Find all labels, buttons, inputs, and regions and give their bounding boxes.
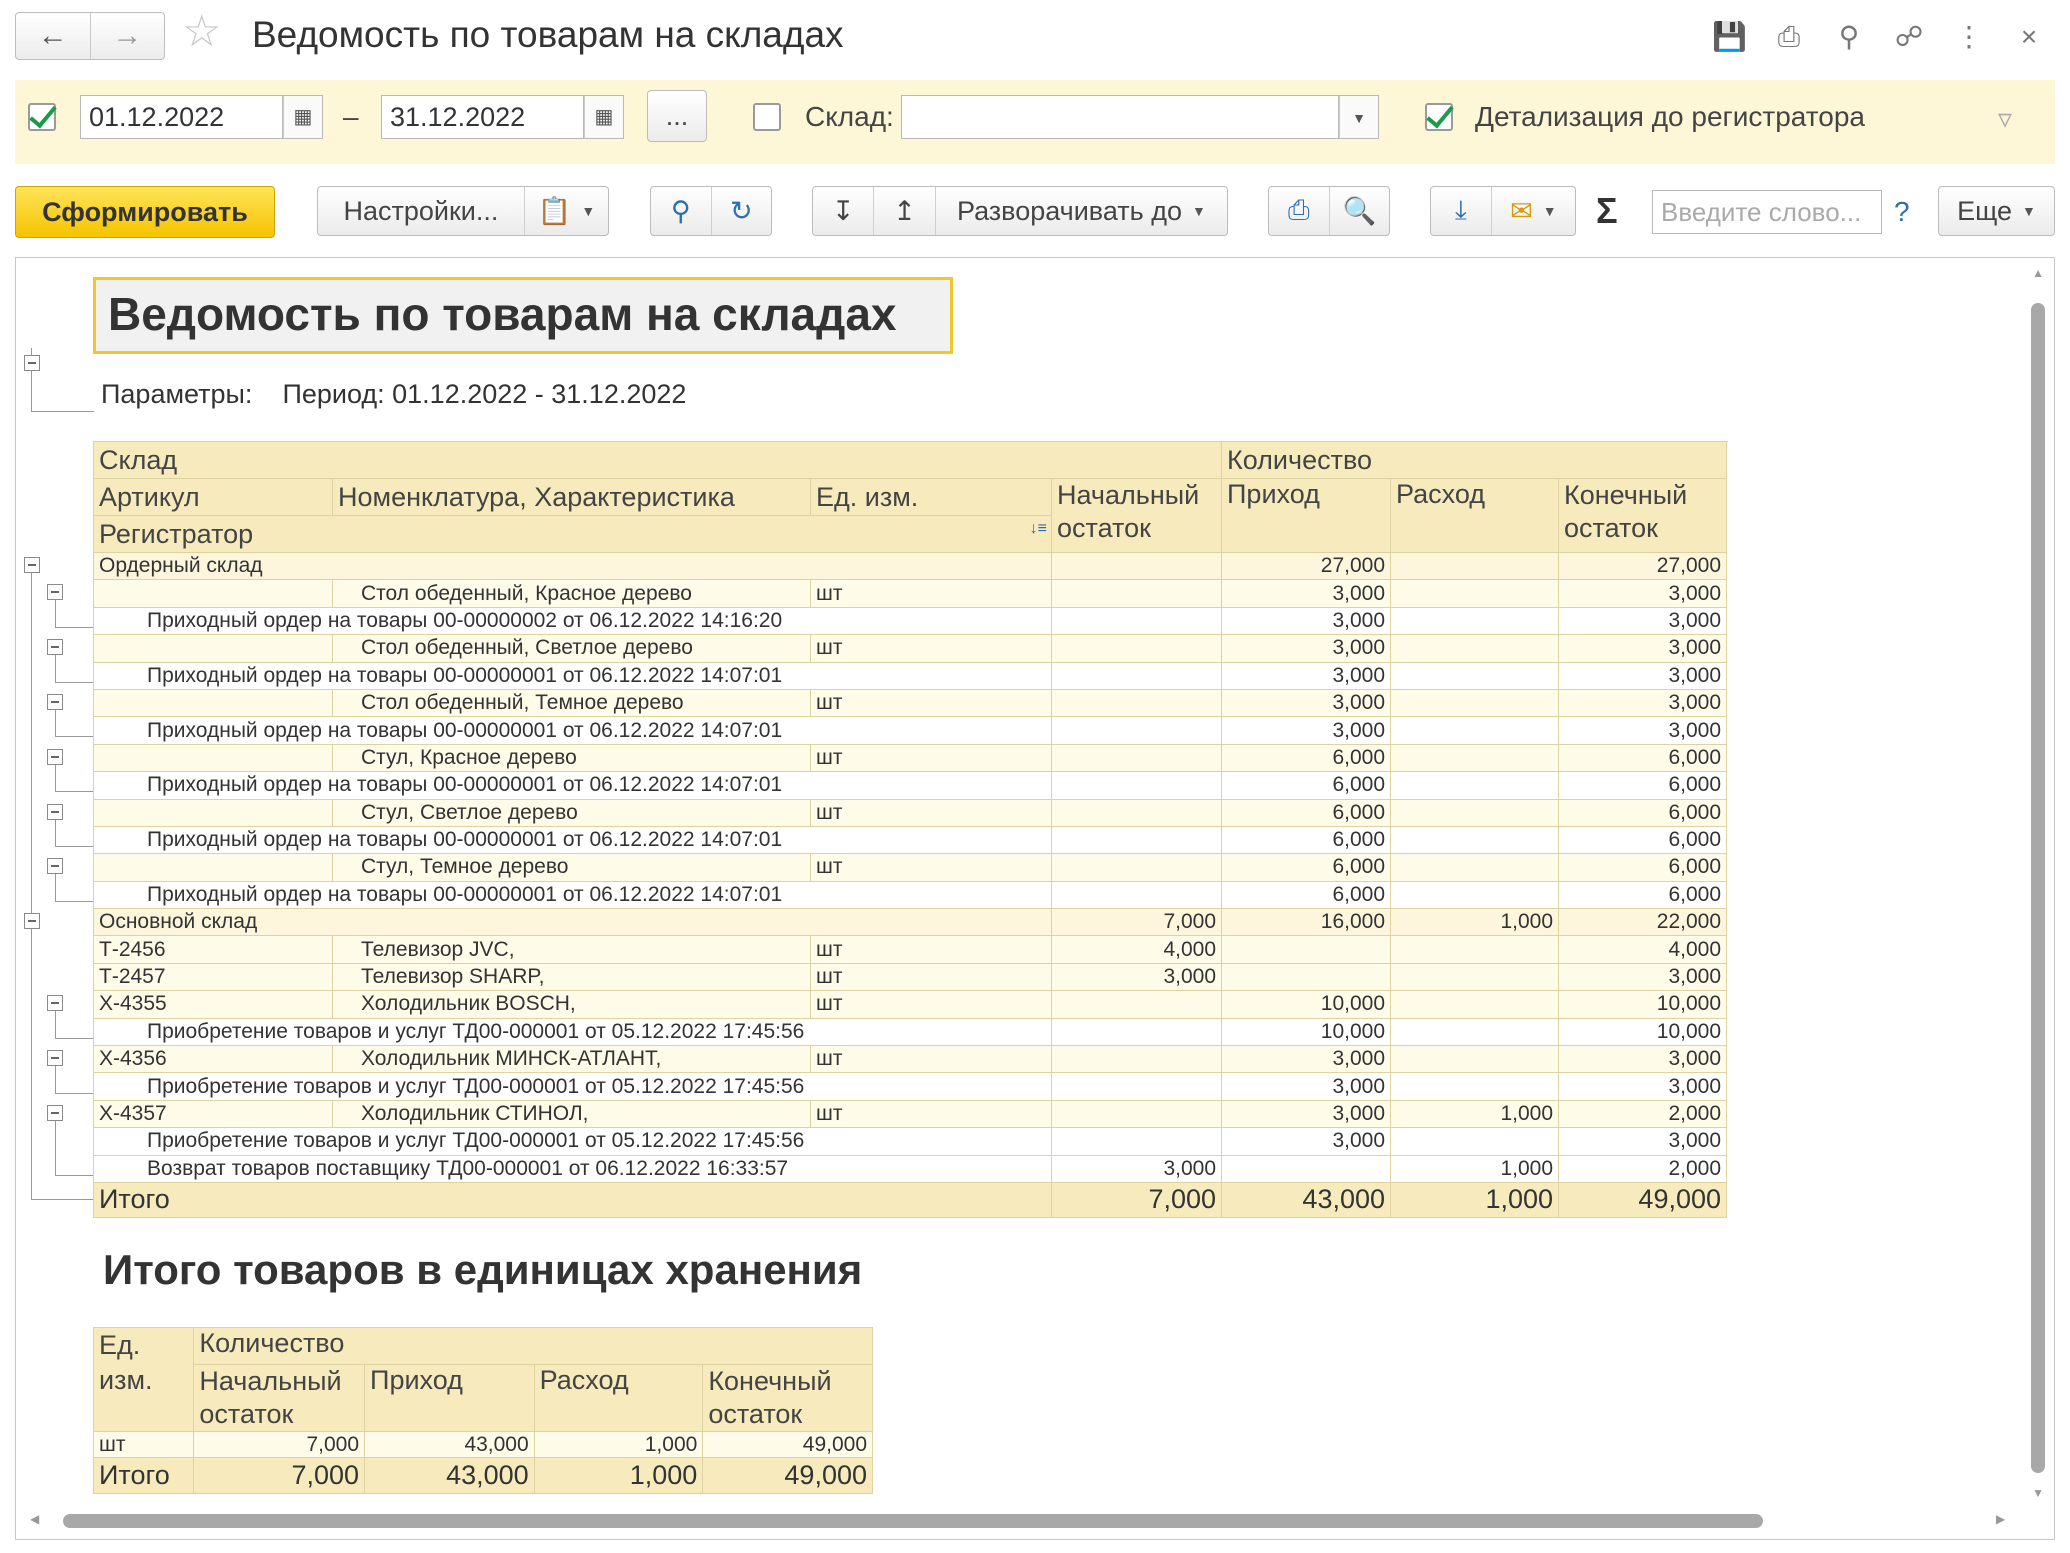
opening-cell <box>1052 580 1222 607</box>
expense-cell <box>1391 635 1559 662</box>
printer-icon: ⎙ <box>1287 195 1310 225</box>
expense-cell <box>1391 881 1559 908</box>
expense-cell <box>1391 553 1559 580</box>
summary-title: Итого товаров в единицах хранения <box>103 1246 863 1293</box>
search-input[interactable]: Введите слово... <box>1652 190 1882 234</box>
total-expense: 1,000 <box>1391 1182 1559 1217</box>
item-row[interactable] <box>94 580 1727 607</box>
total-income: 43,000 <box>1222 1182 1391 1217</box>
registrar-row[interactable] <box>94 662 1727 689</box>
summary-header-quantity: Количество <box>194 1328 873 1365</box>
collapse-item-icon[interactable] <box>47 804 63 820</box>
opening-cell: 3,000 <box>1052 963 1222 990</box>
income-cell: 16,000 <box>1222 909 1391 936</box>
item-row[interactable] <box>94 799 1727 826</box>
income-cell <box>1222 1155 1391 1182</box>
article-cell: Х-4357 <box>94 1100 333 1127</box>
report-variants-icon: 📋 <box>537 196 572 226</box>
income-cell: 10,000 <box>1222 1018 1391 1045</box>
opening-cell <box>1052 826 1222 853</box>
collapse-item-icon[interactable] <box>47 1050 63 1066</box>
income-cell: 6,000 <box>1222 744 1391 771</box>
print-icon[interactable]: ⎙ <box>1777 21 1801 52</box>
summary-header-unit: Ед. изм. <box>94 1328 194 1432</box>
tree-line <box>55 820 94 847</box>
article-cell <box>94 854 333 881</box>
more-vertical-icon[interactable]: ⋮ <box>1955 21 1983 52</box>
date-dash: – <box>343 101 359 132</box>
article-cell: Х-4355 <box>94 991 333 1018</box>
closing-cell: 3,000 <box>1559 689 1727 716</box>
group-name: Ордерный склад <box>94 553 1052 580</box>
params-value: Период: 01.12.2022 - 31.12.2022 <box>282 379 687 409</box>
closing-cell: 3,000 <box>1559 717 1727 744</box>
export-group <box>1430 186 1576 236</box>
opening-cell <box>1052 1100 1222 1127</box>
sort-icon[interactable]: ↓≡ <box>1029 520 1047 537</box>
collapse-item-icon[interactable] <box>47 1105 63 1121</box>
nomenclature-cell: Телевизор JVC, <box>333 936 811 963</box>
registrar-cell: Приобретение товаров и услуг ТД00-000001 от 05.12.2022 17:45:56 <box>94 1073 1052 1100</box>
expense-cell: 1,000 <box>1391 1155 1559 1182</box>
generate-button[interactable]: Сформировать <box>15 186 275 238</box>
summary-total-closing: 49,000 <box>703 1458 873 1494</box>
tree-line <box>31 563 32 1199</box>
tree-line <box>55 874 94 901</box>
article-cell <box>94 689 333 716</box>
income-cell <box>1222 936 1391 963</box>
nomenclature-cell: Стул, Светлое дерево <box>333 799 811 826</box>
closing-cell: 6,000 <box>1559 772 1727 799</box>
tree-line <box>55 1121 94 1176</box>
filter-icon[interactable]: ▿ <box>1998 103 2013 134</box>
income-cell: 3,000 <box>1222 1100 1391 1127</box>
scroll-up-icon[interactable]: ▲ <box>2032 266 2044 280</box>
registrar-cell: Приходный ордер на товары 00-00000002 от 06.12.2022 14:16:20 <box>94 607 1052 634</box>
registrar-row[interactable] <box>94 881 1727 908</box>
link-icon[interactable]: ☍ <box>1894 21 1924 52</box>
expense-cell <box>1391 662 1559 689</box>
unit-cell: шт <box>811 854 1052 881</box>
chevron-down-icon: ▼ <box>1352 110 1366 126</box>
summary-header-closing: Конечный остаток <box>703 1365 873 1432</box>
report-area <box>15 257 2055 1540</box>
collapse-rows-icon: ↥ <box>893 195 916 226</box>
tree-line <box>55 600 94 627</box>
opening-cell <box>1052 1018 1222 1045</box>
registrar-row[interactable] <box>94 607 1727 634</box>
closing-cell: 2,000 <box>1559 1155 1727 1182</box>
closing-cell: 3,000 <box>1559 1073 1727 1100</box>
item-row[interactable] <box>94 689 1727 716</box>
tree-line <box>55 765 94 792</box>
opening-cell <box>1052 772 1222 799</box>
summary-expense: 1,000 <box>534 1432 703 1458</box>
income-cell: 3,000 <box>1222 1046 1391 1073</box>
expense-cell <box>1391 854 1559 881</box>
group-row[interactable] <box>94 909 1727 936</box>
closing-cell: 6,000 <box>1559 744 1727 771</box>
summary-total-label: Итого <box>94 1458 194 1494</box>
variants-button[interactable]: 📋 ▼ <box>524 187 608 235</box>
opening-cell <box>1052 717 1222 744</box>
header-income: Приход <box>1222 479 1391 553</box>
registrar-label: Регистратор <box>99 518 254 549</box>
expense-cell <box>1391 826 1559 853</box>
nomenclature-cell: Стул, Темное дерево <box>333 854 811 881</box>
expense-cell <box>1391 717 1559 744</box>
tree-line <box>55 710 94 737</box>
header-nomenclature: Номенклатура, Характеристика <box>333 479 811 516</box>
date-from-input[interactable]: 01.12.2022 <box>80 95 283 139</box>
closing-cell: 27,000 <box>1559 553 1727 580</box>
sum-icon[interactable]: Σ <box>1596 190 1618 231</box>
article-cell <box>94 635 333 662</box>
registrar-cell: Приходный ордер на товары 00-00000001 от 06.12.2022 14:07:01 <box>94 772 1052 799</box>
income-cell: 3,000 <box>1222 1128 1391 1155</box>
unit-cell: шт <box>811 580 1052 607</box>
search-next-button[interactable] <box>711 187 772 235</box>
opening-cell: 3,000 <box>1052 1155 1222 1182</box>
header-registrar <box>94 516 1052 553</box>
opening-cell <box>1052 607 1222 634</box>
income-cell: 6,000 <box>1222 854 1391 881</box>
opening-cell <box>1052 799 1222 826</box>
opening-cell: 4,000 <box>1052 936 1222 963</box>
warehouse-label: Склад: <box>805 101 894 132</box>
collapse-item-icon[interactable] <box>47 694 63 710</box>
horizontal-scrollbar[interactable] <box>63 1514 1763 1528</box>
closing-cell: 10,000 <box>1559 991 1727 1018</box>
expense-cell <box>1391 936 1559 963</box>
nomenclature-cell: Холодильник МИНСК-АТЛАНТ, <box>333 1046 811 1073</box>
nav-buttons <box>15 12 165 60</box>
registrar-cell: Приходный ордер на товары 00-00000001 от 06.12.2022 14:07:01 <box>94 717 1052 744</box>
registrar-cell: Приобретение товаров и услуг ТД00-000001 от 05.12.2022 17:45:56 <box>94 1128 1052 1155</box>
registrar-cell: Приходный ордер на товары 00-00000001 от 06.12.2022 14:07:01 <box>94 662 1052 689</box>
registrar-row[interactable] <box>94 1018 1727 1045</box>
header-unit: Ед. изм. <box>811 479 1052 516</box>
search-icon: ⚲ <box>670 195 691 226</box>
opening-cell <box>1052 689 1222 716</box>
opening-cell <box>1052 635 1222 662</box>
header-article: Артикул <box>94 479 333 516</box>
closing-cell: 3,000 <box>1559 1128 1727 1155</box>
params-label: Параметры: <box>101 379 253 409</box>
save-file-button[interactable] <box>1431 187 1491 235</box>
arrow-right-icon: → <box>112 19 143 52</box>
search-button[interactable] <box>651 187 711 235</box>
article-cell: Т-2457 <box>94 963 333 990</box>
header-expense: Расход <box>1391 479 1559 553</box>
warehouse-checkbox[interactable] <box>753 103 781 131</box>
total-closing: 49,000 <box>1559 1182 1727 1217</box>
collapse-group-icon[interactable] <box>24 557 40 573</box>
header-opening: Начальный остаток <box>1052 479 1222 553</box>
unit-cell: шт <box>811 635 1052 662</box>
item-row[interactable] <box>94 635 1727 662</box>
search-group <box>650 186 772 236</box>
group-row[interactable] <box>94 553 1727 580</box>
calendar-from-button[interactable] <box>283 95 323 139</box>
print-preview-icon: 🔍 <box>1342 196 1377 226</box>
item-row[interactable] <box>94 991 1727 1018</box>
expand-to-button[interactable]: Разворачивать до ▼ <box>935 187 1227 235</box>
expense-cell <box>1391 689 1559 716</box>
expense-cell <box>1391 1073 1559 1100</box>
registrar-row[interactable] <box>94 1073 1727 1100</box>
article-cell: Т-2456 <box>94 936 333 963</box>
item-row[interactable] <box>94 963 1727 990</box>
summary-unit: шт <box>94 1432 194 1458</box>
closing-cell: 6,000 <box>1559 881 1727 908</box>
registrar-cell: Приходный ордер на товары 00-00000001 от 06.12.2022 14:07:01 <box>94 881 1052 908</box>
tree-line <box>55 1011 94 1038</box>
detail-checkbox[interactable] <box>1425 103 1453 131</box>
nomenclature-cell: Стол обеденный, Темное дерево <box>333 689 811 716</box>
closing-cell: 6,000 <box>1559 854 1727 881</box>
item-row[interactable] <box>94 1100 1727 1127</box>
income-cell: 3,000 <box>1222 580 1391 607</box>
closing-cell: 3,000 <box>1559 662 1727 689</box>
registrar-row[interactable] <box>94 1128 1727 1155</box>
expense-cell: 1,000 <box>1391 909 1559 936</box>
summary-closing: 49,000 <box>703 1432 873 1458</box>
nomenclature-cell: Стол обеденный, Светлое дерево <box>333 635 811 662</box>
summary-income: 43,000 <box>365 1432 535 1458</box>
warehouse-input[interactable] <box>901 95 1339 139</box>
opening-cell <box>1052 991 1222 1018</box>
expand-rows-icon: ↧ <box>831 195 855 226</box>
registrar-cell: Возврат товаров поставщику ТД00-000001 от 06.12.2022 16:33:57 <box>94 1155 1052 1182</box>
income-cell: 27,000 <box>1222 553 1391 580</box>
window-title: Ведомость по товарам на складах <box>252 14 844 55</box>
summary-total-income: 43,000 <box>365 1458 535 1494</box>
summary-header-income: Приход <box>365 1365 535 1432</box>
income-cell: 3,000 <box>1222 607 1391 634</box>
header-closing: Конечный остаток <box>1559 479 1727 553</box>
closing-cell: 22,000 <box>1559 909 1727 936</box>
collapse-all-button[interactable] <box>873 187 934 235</box>
summary-header-expense: Расход <box>534 1365 703 1432</box>
unit-cell: шт <box>811 1046 1052 1073</box>
preview-icon[interactable]: ⚲ <box>1838 21 1860 52</box>
registrar-row[interactable] <box>94 772 1727 799</box>
settings-group <box>317 186 609 236</box>
income-cell: 6,000 <box>1222 826 1391 853</box>
registrar-cell: Приходный ордер на товары 00-00000001 от 06.12.2022 14:07:01 <box>94 826 1052 853</box>
collapse-params-icon[interactable] <box>24 355 40 371</box>
expense-cell: 1,000 <box>1391 1100 1559 1127</box>
save-icon[interactable]: 💾 <box>1712 21 1747 52</box>
closing-cell: 3,000 <box>1559 963 1727 990</box>
registrar-row[interactable] <box>94 826 1727 853</box>
nomenclature-cell: Стул, Красное дерево <box>333 744 811 771</box>
opening-cell <box>1052 744 1222 771</box>
unit-cell: шт <box>811 689 1052 716</box>
item-row[interactable] <box>94 854 1727 881</box>
income-cell: 3,000 <box>1222 1073 1391 1100</box>
total-opening: 7,000 <box>1052 1182 1222 1217</box>
closing-cell: 3,000 <box>1559 607 1727 634</box>
closing-cell: 10,000 <box>1559 1018 1727 1045</box>
detail-label: Детализация до регистратора <box>1475 101 1865 132</box>
item-row[interactable] <box>94 1046 1727 1073</box>
settings-button[interactable]: Настройки... <box>343 195 499 226</box>
collapse-item-icon[interactable] <box>47 995 63 1011</box>
opening-cell <box>1052 553 1222 580</box>
registrar-row[interactable] <box>94 717 1727 744</box>
opening-cell <box>1052 881 1222 908</box>
summary-header-opening: Начальный остаток <box>194 1365 365 1432</box>
tree-line <box>55 1066 94 1093</box>
expense-cell <box>1391 607 1559 634</box>
registrar-row[interactable] <box>94 1155 1727 1182</box>
expense-cell <box>1391 1046 1559 1073</box>
period-checkbox[interactable] <box>28 103 56 131</box>
collapse-group-icon[interactable] <box>24 913 40 929</box>
income-cell: 3,000 <box>1222 662 1391 689</box>
email-button[interactable]: ✉ ▼ <box>1491 187 1575 235</box>
unit-cell: шт <box>811 1100 1052 1127</box>
opening-cell: 7,000 <box>1052 909 1222 936</box>
grouping-group <box>812 186 1228 236</box>
item-row[interactable] <box>94 744 1727 771</box>
collapse-item-icon[interactable] <box>47 749 63 765</box>
summary-opening: 7,000 <box>194 1432 365 1458</box>
closing-cell: 3,000 <box>1559 1046 1727 1073</box>
summary-total-opening: 7,000 <box>194 1458 365 1494</box>
summary-table <box>93 1327 873 1494</box>
more-button[interactable]: Еще ▼ <box>1938 186 2055 236</box>
help-icon[interactable]: ? <box>1894 196 1910 227</box>
expand-to-label: Разворачивать до <box>956 195 1182 226</box>
unit-cell: шт <box>811 991 1052 1018</box>
total-label: Итого <box>94 1182 1052 1217</box>
scroll-left-icon[interactable]: ◀ <box>30 1512 40 1526</box>
collapse-item-icon[interactable] <box>47 858 63 874</box>
opening-cell <box>1052 854 1222 881</box>
article-cell: Х-4356 <box>94 1046 333 1073</box>
header-quantity: Количество <box>1222 442 1727 479</box>
registrar-cell: Приобретение товаров и услуг ТД00-000001 от 05.12.2022 17:45:56 <box>94 1018 1052 1045</box>
warehouse-dropdown-button[interactable] <box>1339 95 1379 139</box>
income-cell: 6,000 <box>1222 881 1391 908</box>
expense-cell <box>1391 1128 1559 1155</box>
nomenclature-cell: Холодильник BOSCH, <box>333 991 811 1018</box>
expense-cell <box>1391 991 1559 1018</box>
nomenclature-cell: Холодильник СТИНОЛ, <box>333 1100 811 1127</box>
period-select-button[interactable]: ... <box>647 90 707 142</box>
expense-cell <box>1391 580 1559 607</box>
expense-cell <box>1391 772 1559 799</box>
item-row[interactable] <box>94 936 1727 963</box>
income-cell <box>1222 963 1391 990</box>
unit-cell: шт <box>811 963 1052 990</box>
group-name: Основной склад <box>94 909 1052 936</box>
calendar-icon: ▦ <box>293 106 313 128</box>
report-title: Ведомость по товарам на складах <box>93 277 953 354</box>
forward-button[interactable] <box>90 13 165 59</box>
unit-cell: шт <box>811 799 1052 826</box>
nomenclature-cell: Стол обеденный, Красное дерево <box>333 580 811 607</box>
income-cell: 10,000 <box>1222 991 1391 1018</box>
header-warehouse: Склад <box>94 442 1222 479</box>
tree-line <box>31 371 94 412</box>
print-preview-button[interactable] <box>1329 187 1390 235</box>
income-cell: 6,000 <box>1222 772 1391 799</box>
scroll-down-icon[interactable]: ▼ <box>2032 1486 2044 1500</box>
main-report-table <box>93 441 1727 1218</box>
expense-cell <box>1391 1018 1559 1045</box>
closing-cell: 6,000 <box>1559 799 1727 826</box>
collapse-item-icon[interactable] <box>47 639 63 655</box>
unit-cell: шт <box>811 744 1052 771</box>
income-cell: 3,000 <box>1222 717 1391 744</box>
expand-all-button[interactable] <box>813 187 873 235</box>
date-to-input[interactable]: 31.12.2022 <box>381 95 584 139</box>
opening-cell <box>1052 1046 1222 1073</box>
article-cell <box>94 580 333 607</box>
print-group <box>1268 186 1390 236</box>
closing-cell: 4,000 <box>1559 936 1727 963</box>
article-cell <box>94 799 333 826</box>
income-cell: 6,000 <box>1222 799 1391 826</box>
search-refresh-icon: ↻ <box>729 195 753 226</box>
expense-cell <box>1391 799 1559 826</box>
income-cell: 3,000 <box>1222 689 1391 716</box>
calendar-icon: ▦ <box>594 106 614 128</box>
closing-cell: 3,000 <box>1559 635 1727 662</box>
download-icon: ⤓ <box>1454 195 1467 225</box>
nomenclature-cell: Телевизор SHARP, <box>333 963 811 990</box>
opening-cell <box>1052 662 1222 689</box>
unit-cell: шт <box>811 936 1052 963</box>
print-button[interactable] <box>1269 187 1329 235</box>
opening-cell <box>1052 1128 1222 1155</box>
expense-cell <box>1391 963 1559 990</box>
expense-cell <box>1391 744 1559 771</box>
envelope-icon: ✉ <box>1510 195 1533 226</box>
back-button[interactable] <box>16 13 90 59</box>
favorite-star-icon[interactable]: ☆ <box>182 7 222 56</box>
summary-total-expense: 1,000 <box>534 1458 703 1494</box>
article-cell <box>94 744 333 771</box>
income-cell: 3,000 <box>1222 635 1391 662</box>
collapse-item-icon[interactable] <box>47 584 63 600</box>
arrow-left-icon: ← <box>37 19 68 52</box>
scroll-right-icon[interactable]: ▶ <box>1996 1512 2006 1526</box>
tree-line <box>31 1199 93 1200</box>
opening-cell <box>1052 1073 1222 1100</box>
more-label: Еще <box>1957 195 2013 226</box>
vertical-scrollbar[interactable] <box>2031 303 2045 1473</box>
calendar-to-button[interactable] <box>584 95 624 139</box>
closing-cell: 6,000 <box>1559 826 1727 853</box>
report-params <box>101 379 686 410</box>
closing-cell: 3,000 <box>1559 580 1727 607</box>
close-icon[interactable]: × <box>2020 21 2038 52</box>
tree-line <box>55 655 94 682</box>
closing-cell: 2,000 <box>1559 1100 1727 1127</box>
